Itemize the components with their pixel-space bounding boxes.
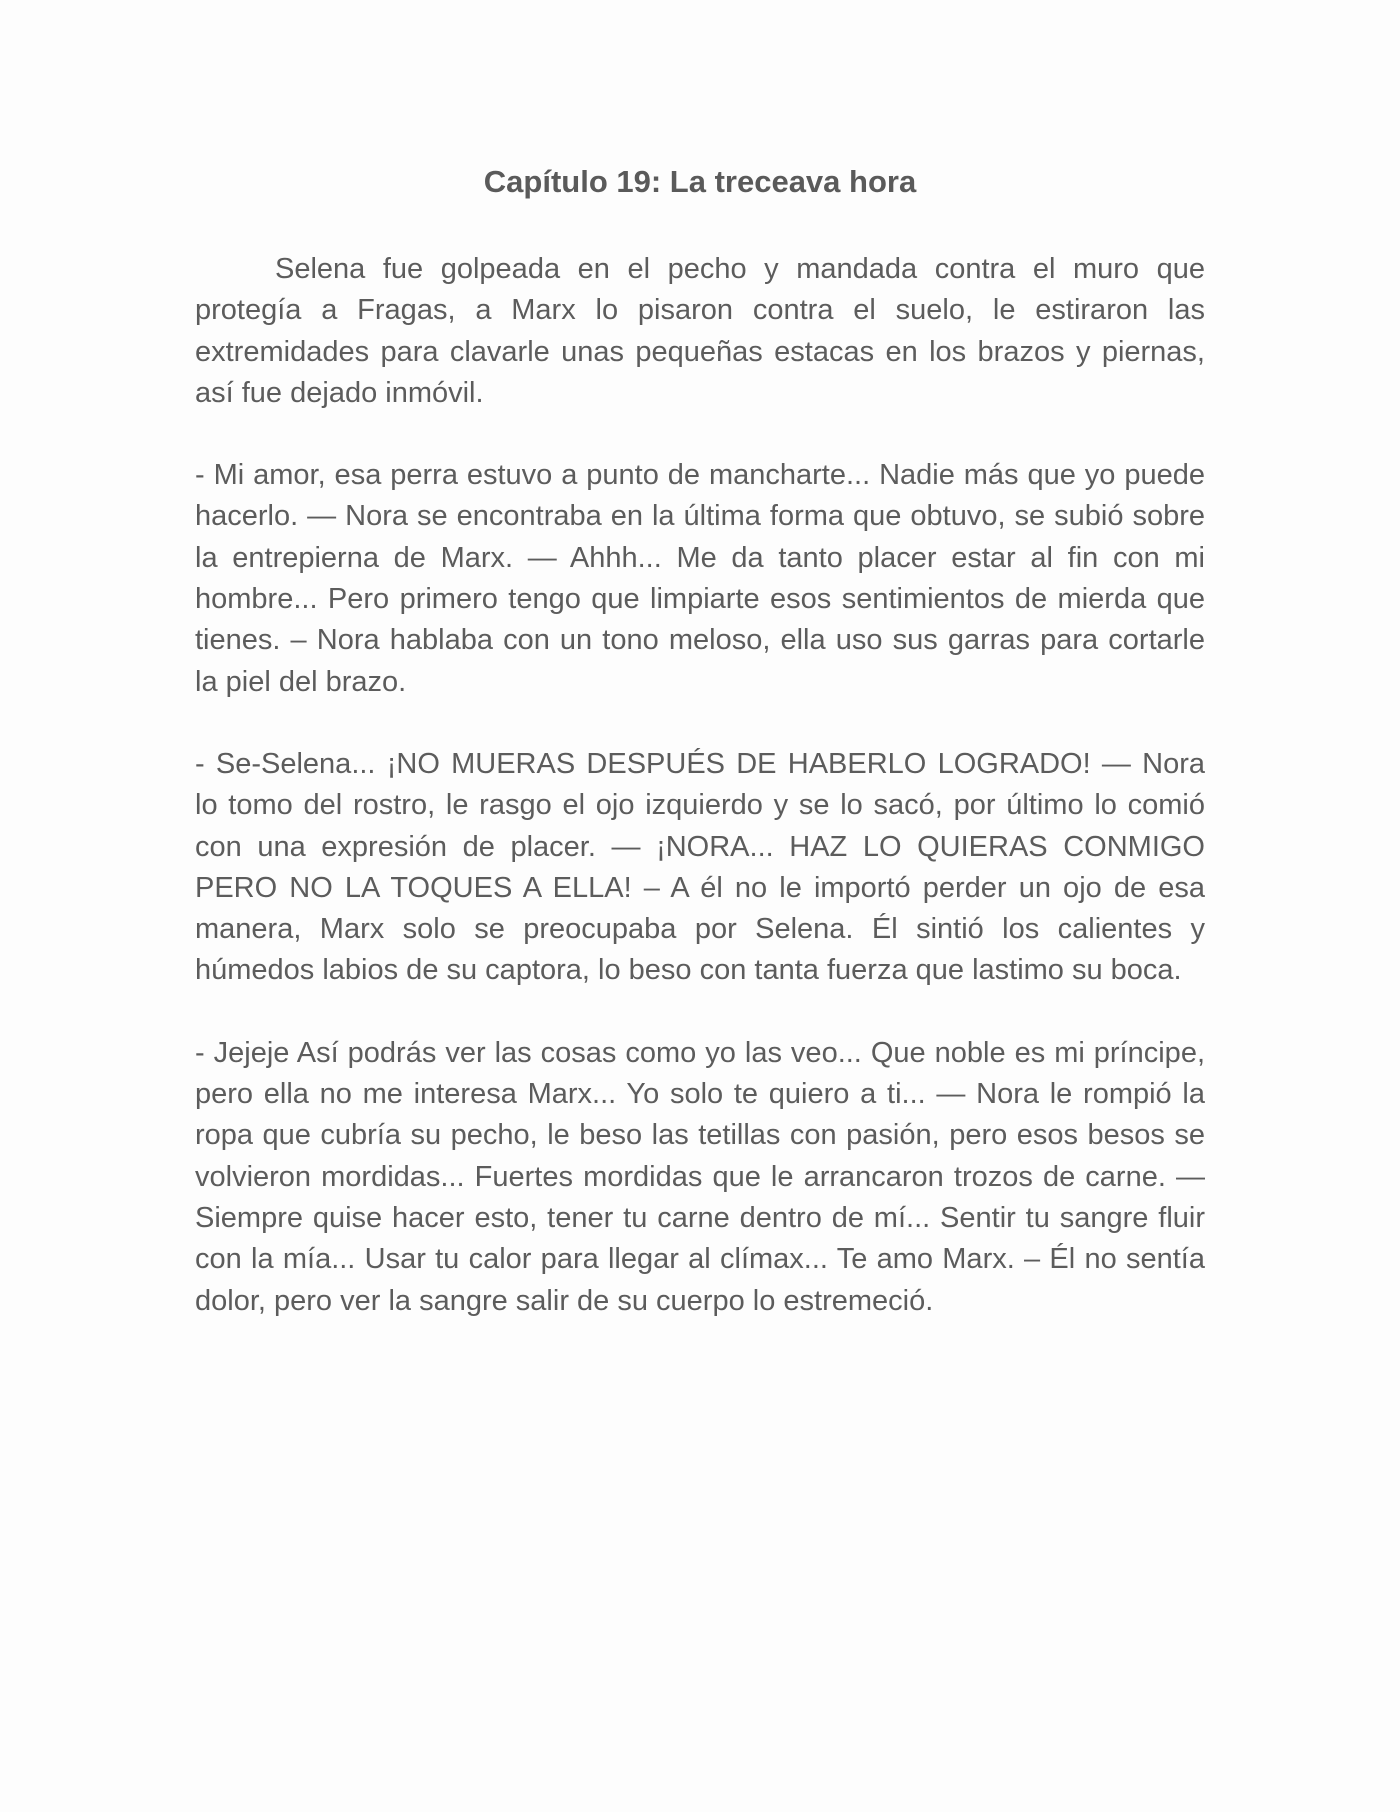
paragraph-1: Selena fue golpeada en el pecho y mandada contra el muro que protegía a Fragas, a Marx lo pisaron contra el suelo, le estiraron las extremidades para clavarle unas pequeñas estacas en los brazos y piernas, así fue dejado inmóvil. <box>195 253 1205 409</box>
paragraph-2: - Mi amor, esa perra estuvo a punto de mancharte... Nadie más que yo puede hacerlo. — Nora se encontraba en la última forma que obtuvo, se subió sobre la entrepierna de Marx. — Ahhh... Me da tanto placer estar al fin con mi hombre... Pero primero tengo que limpiarte esos sentimientos de mierda que tienes. – Nora hablaba con un tono meloso, ella uso sus garras para cortarle la piel del brazo. <box>195 459 1205 698</box>
paragraph-4: - Jejeje Así podrás ver las cosas como yo las veo... Que noble es mi príncipe, pero ella no me interesa Marx... Yo solo te quiero a ti... — Nora le rompió la ropa que cubría su pecho, le beso las tetillas con pasión, pero esos besos se volvieron mordidas... Fuertes mordidas que le arrancaron trozos de carne. — Siempre quise hacer esto, tener tu carne dentro de mí... Sentir tu sangre fluir con la mía... Usar tu calor para llegar al clímax... Te amo Marx. – Él no sentía dolor, pero ver la sangre salir de su cuerpo lo estremeció. <box>195 1036 1205 1317</box>
chapter-title: Capítulo 19: La treceava hora <box>483 164 917 199</box>
document-page <box>195 160 1205 1363</box>
paragraph-3: - Se-Selena... ¡NO MUERAS DESPUÉS DE HABERLO LOGRADO! — Nora lo tomo del rostro, le rasgo el ojo izquierdo y se lo sacó, por último lo comió con una expresión de placer. — ¡NORA... HAZ LO QUIERAS CONMIGO PERO NO LA TOQUES A ELLA! – A él no le importó perder un ojo de esa manera, Marx solo se preocupaba por Selena. Él sintió los calientes y húmedos labios de su captora, lo beso con tanta fuerza que lastimo su boca. <box>195 747 1205 987</box>
